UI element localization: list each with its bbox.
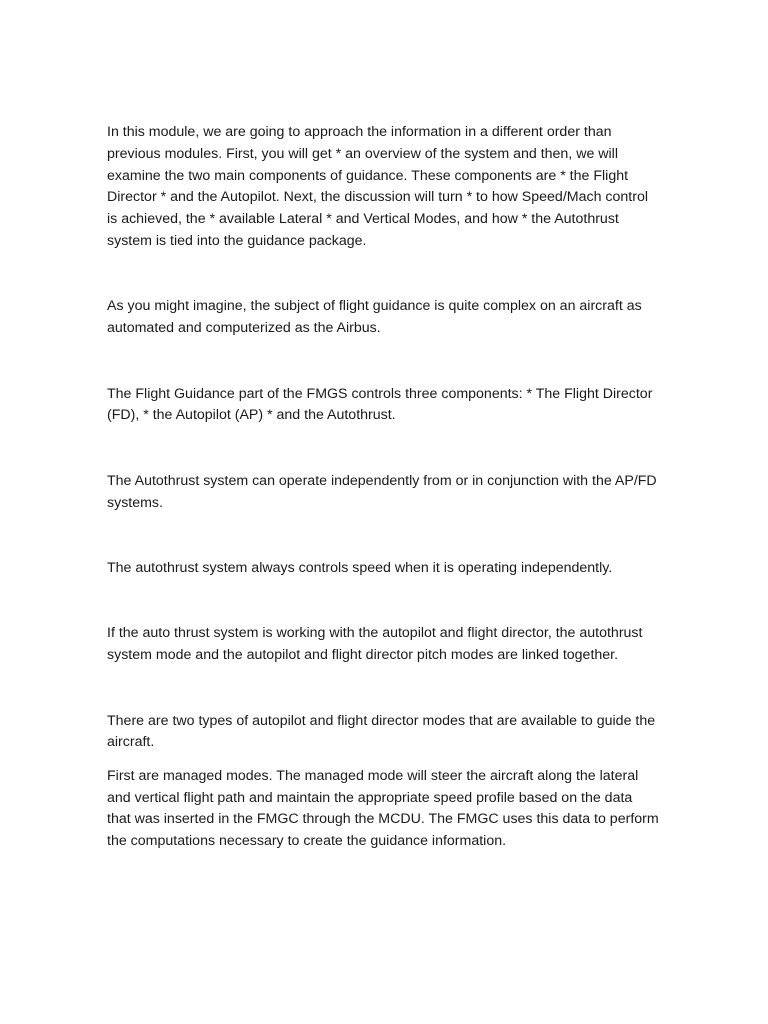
document-body: [107, 122, 659, 853]
paragraph-fmgs-components: The Flight Guidance part of the FMGS controls three components: * The Flight Director (FD), * the Autopilot (AP) * and the Autothrust.: [107, 385, 653, 424]
paragraph-autothrust-operation: The Autothrust system can operate independently from or in conjunction with the AP/FD systems.: [107, 472, 657, 511]
paragraph-managed-modes: First are managed modes. The managed mode will steer the aircraft along the lateral and vertical flight path and maintain the appropriate speed profile based on the data that was inserted in the FMGC through the MCDU. The FMGC uses this data to perform the computations necessary to create the guidance information.: [107, 767, 659, 850]
paragraph-guidance-complexity: As you might imagine, the subject of flight guidance is quite complex on an aircraft as automated and computerized as the Airbus.: [107, 298, 642, 337]
paragraph-module-intro: In this module, we are going to approach the information in a different order than previous modules. First, you will get * an overview of the system and then, we will examine the two main components of guidance. These components are * the Flight Director * and the Autopilot. Next, the discussion will turn * to how Speed/Mach control is achieved, the * available Lateral * and Vertical Modes, and how * the Autothrust system is tied into the guidance package.: [107, 124, 648, 249]
paragraph-autothrust-linked: If the auto thrust system is working with the autopilot and flight director, the autothrust system mode and the autopilot and flight director pitch modes are linked together.: [107, 625, 643, 664]
paragraph-mode-types: There are two types of autopilot and flight director modes that are available to guide the aircraft.: [107, 712, 656, 751]
paragraph-autothrust-speed: The autothrust system always controls speed when it is operating independently.: [107, 559, 613, 576]
